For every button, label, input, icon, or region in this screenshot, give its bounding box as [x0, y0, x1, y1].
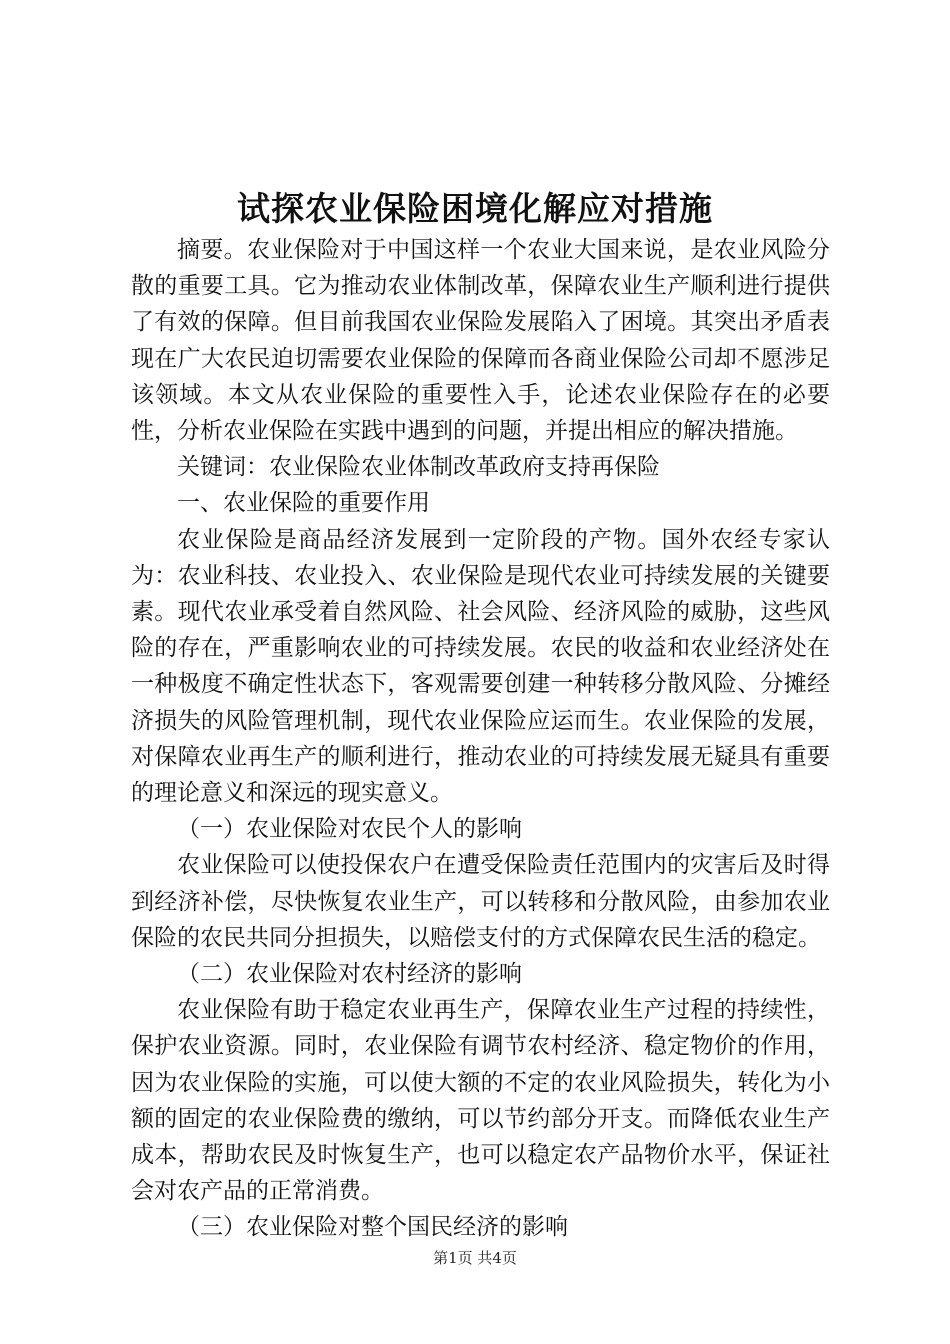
- subsection-heading-3: （三）农业保险对整个国民经济的影响: [177, 1214, 568, 1241]
- abstract-paragraph: 摘要。农业保险对于中国这样一个农业大国来说，是农业风险分散的重要工具。它为推动农业体制改革，保障农业生产顺利进行提供了有效的保障。但目前我国农业保险发展陷入了困境。其突出矛盾表现在广大农民迫切需要农业保险的保障而各商业保险公司却不愿涉足该领域。本文从农业保险的重要性入手，论述农业保险存在的必要性，分析农业保险在实践中遇到的问题，并提出相应的解决措施。: [131, 237, 830, 445]
- document-title: 试探农业保险困境化解应对措施: [237, 189, 713, 228]
- subsection-heading-1: （一）农业保险对农民个人的影响: [177, 816, 522, 843]
- body-paragraph: 农业保险可以使投保农户在遭受保险责任范围内的灾害后及时得到经济补偿，尽快恢复农业生产，可以转移和分散风险，由参加农业保险的农民共同分担损失，以赔偿支付的方式保障农民生活的稳定。: [131, 852, 830, 951]
- document-body: [131, 232, 830, 1246]
- body-paragraph: 农业保险是商品经济发展到一定阶段的产物。国外农经专家认为：农业科技、农业投入、农业保险是现代农业可持续发展的关键要素。现代农业承受着自然风险、社会风险、经济风险的威胁，这些风险的存在，严重影响农业的可持续发展。农民的收益和农业经济处在一种极度不确定性状态下，客观需要创建一种转移分散风险、分摊经济损失的风险管理机制，现代农业保险应运而生。农业保险的发展，对保障农业再生产的顺利进行，推动农业的可持续发展无疑具有重要的理论意义和深远的现实意义。: [131, 526, 830, 807]
- subsection-heading-2: （二）农业保险对农村经济的影响: [177, 961, 522, 988]
- body-paragraph: 农业保险有助于稳定农业再生产，保障农业生产过程的持续性，保护农业资源。同时，农业保险有调节农村经济、稳定物价的作用，因为农业保险的实施，可以使大额的不定的农业风险损失，转化为小额的固定的农业保险费的缴纳，可以节约部分开支。而降低农业生产成本，帮助农民及时恢复生产，也可以稳定农产品物价水平，保证社会对农产品的正常消费。: [131, 997, 830, 1205]
- keywords-line: 关键词：农业保险农业体制改革政府支持再保险: [177, 454, 660, 481]
- page-footer: 第1页 共4页: [433, 1249, 517, 1267]
- section-heading-1: 一、农业保险的重要作用: [177, 490, 430, 517]
